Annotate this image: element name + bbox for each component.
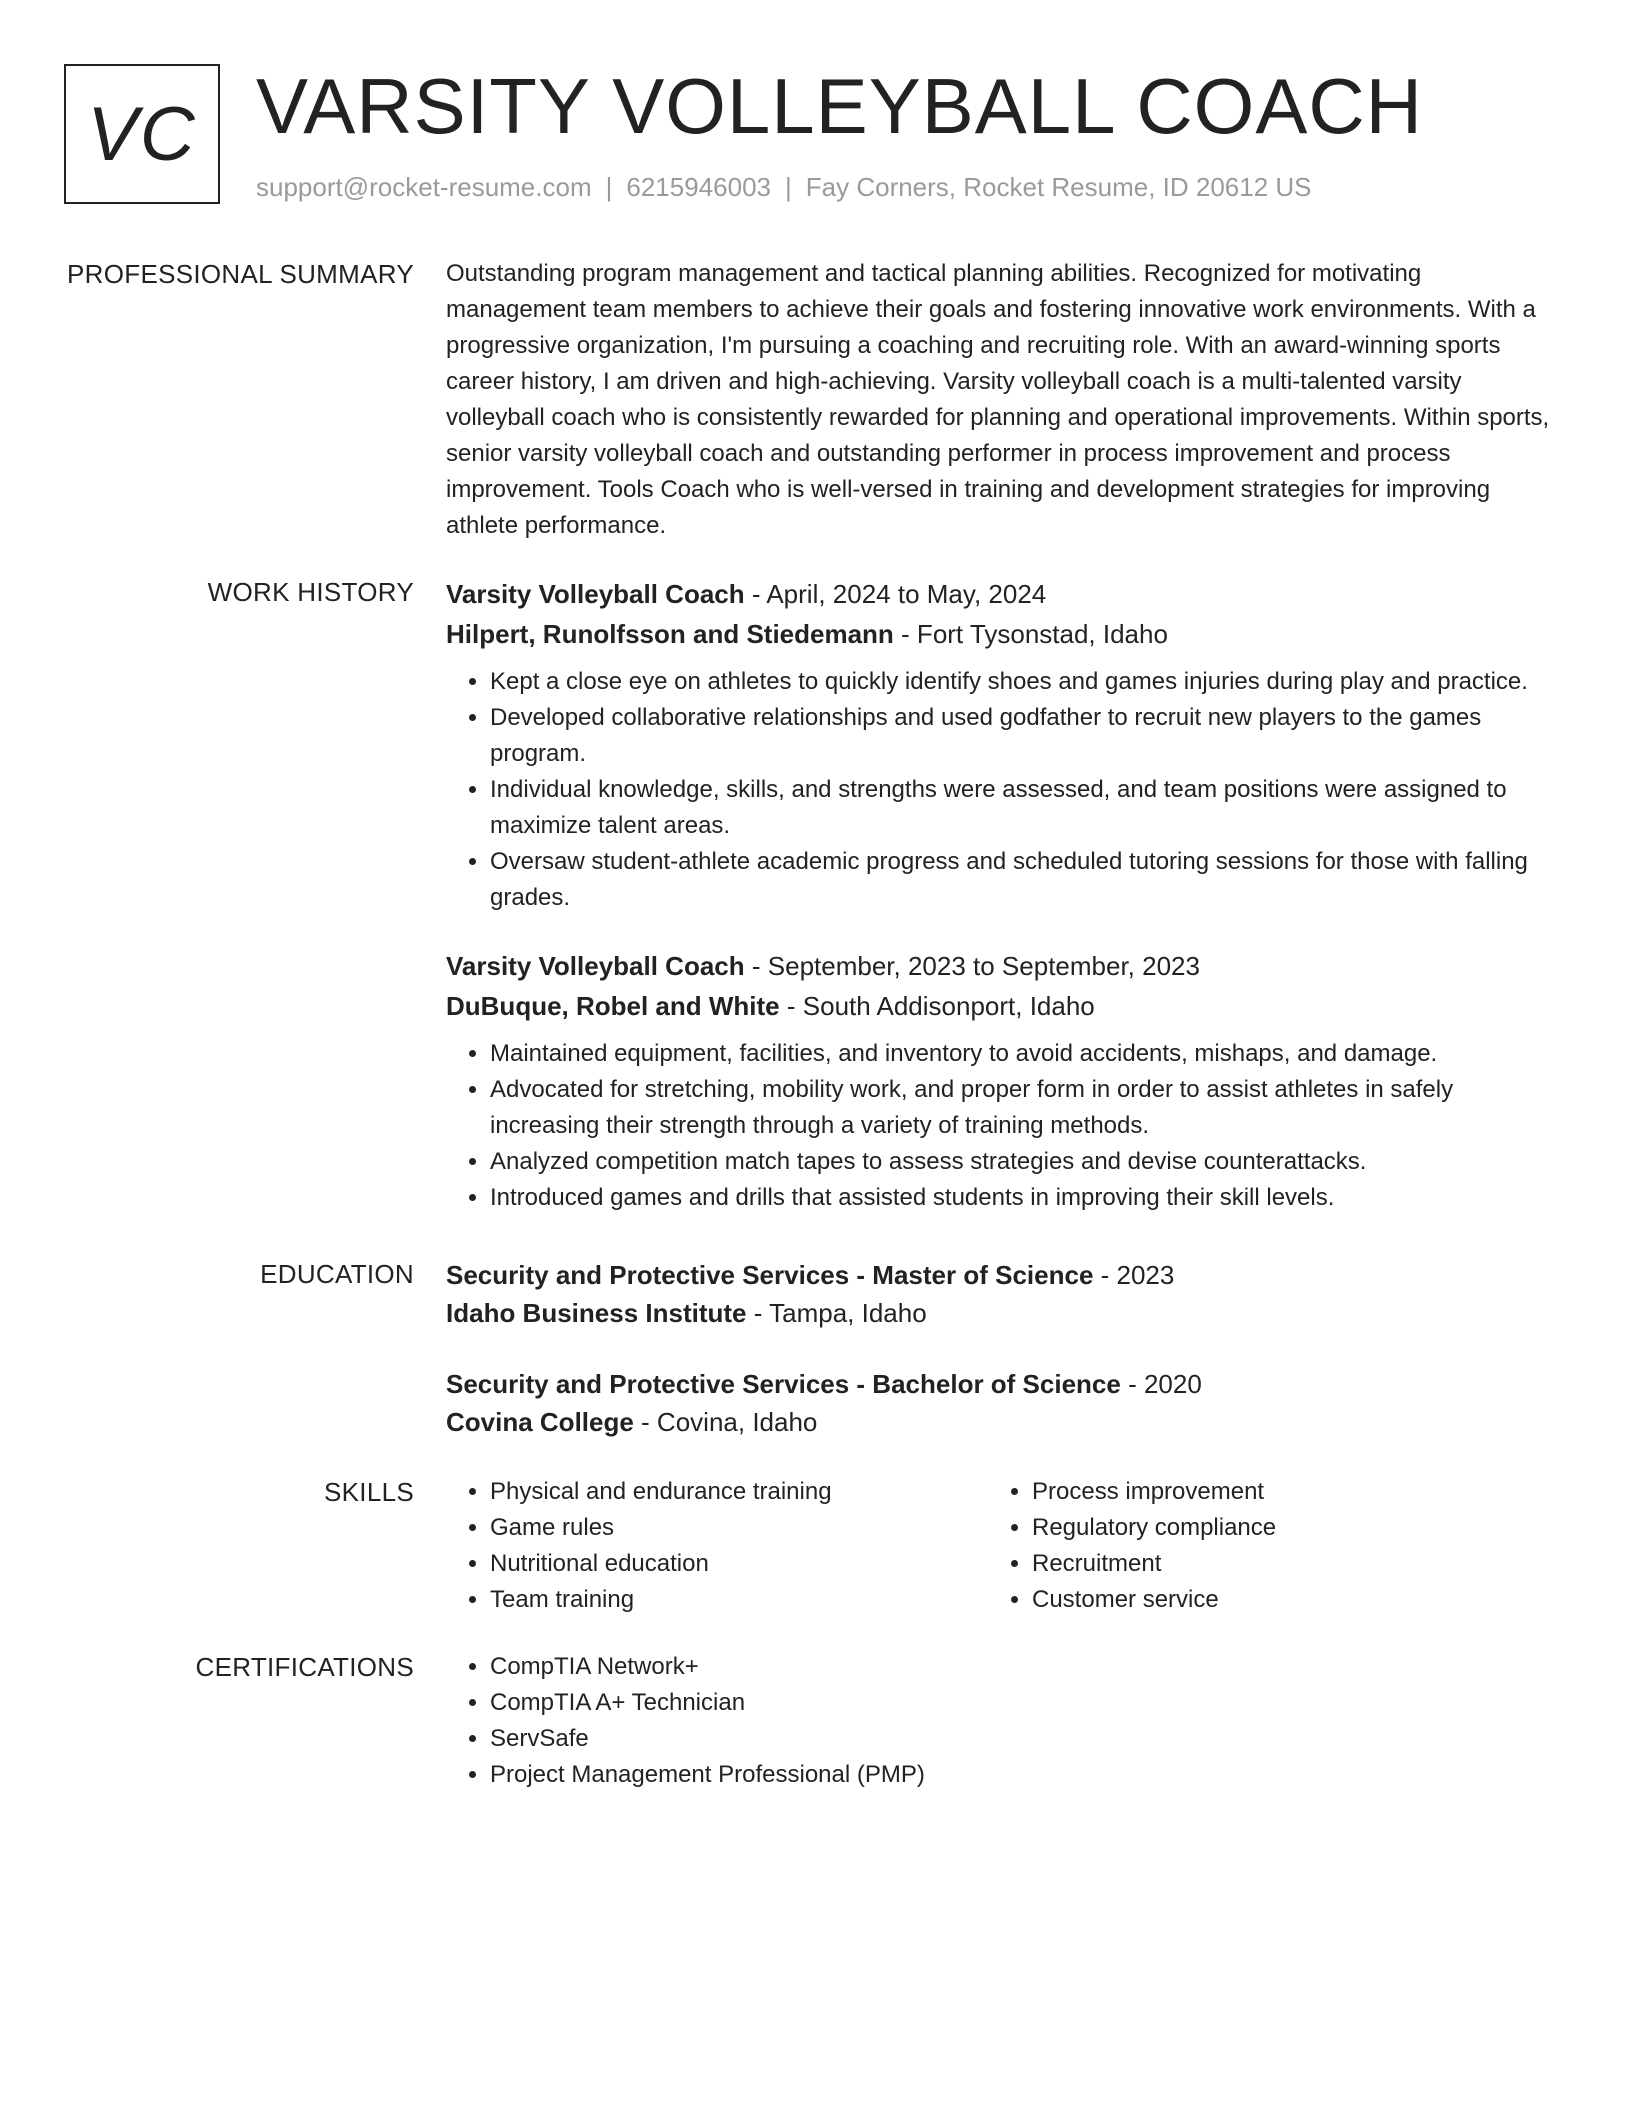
- monogram-text: VC: [87, 91, 197, 177]
- job-bullet: • Introduced games and drills that assisted students in improving their skill levels.: [490, 1180, 1561, 1216]
- skill-item: • Game rules: [490, 1510, 988, 1546]
- job-company: Hilpert, Runolfsson and Stiedemann: [446, 619, 894, 649]
- skills-columns: [446, 1474, 1561, 1618]
- job-location: - Fort Tysonstad, Idaho: [893, 619, 1168, 649]
- job-entry: [446, 574, 1561, 916]
- certifications-label: CERTIFICATIONS: [195, 1652, 414, 1682]
- certification-item: • CompTIA A+ Technician: [490, 1685, 1561, 1721]
- skills-list-left: [446, 1474, 988, 1618]
- skill-item: • Team training: [490, 1582, 988, 1618]
- job-company-line: [446, 986, 1561, 1026]
- edu-degree-line: [446, 1256, 1561, 1294]
- skill-item: • Recruitment: [1032, 1546, 1532, 1582]
- job-bullets: [446, 664, 1561, 916]
- education-entry: [446, 1256, 1561, 1332]
- job-entry: [446, 946, 1561, 1216]
- monogram-box: [64, 64, 220, 204]
- job-dates: - April, 2024 to May, 2024: [744, 579, 1047, 609]
- skill-item: • Process improvement: [1032, 1474, 1532, 1510]
- education-entry: [446, 1365, 1561, 1441]
- skills-label: SKILLS: [324, 1477, 414, 1507]
- skill-item: • Nutritional education: [490, 1546, 988, 1582]
- education-label: EDUCATION: [260, 1259, 414, 1289]
- certifications-list: [446, 1649, 1561, 1793]
- job-bullet: • Developed collaborative relationships and used godfather to recruit new players to the games program.: [490, 700, 1561, 772]
- resume-header: [64, 64, 1568, 214]
- edu-school: Idaho Business Institute: [446, 1298, 747, 1328]
- job-bullet: • Individual knowledge, skills, and strengths were assessed, and team positions were assigned to maximize talent areas.: [490, 772, 1561, 844]
- edu-location: - Covina, Idaho: [633, 1407, 818, 1437]
- edu-year: - 2023: [1093, 1260, 1175, 1290]
- edu-location: - Tampa, Idaho: [746, 1298, 927, 1328]
- job-company-line: [446, 614, 1561, 654]
- job-title: Varsity Volleyball Coach: [446, 579, 745, 609]
- skill-item: • Physical and endurance training: [490, 1474, 988, 1510]
- edu-degree: Security and Protective Services - Master of Science: [446, 1260, 1094, 1290]
- job-bullet: • Analyzed competition match tapes to assess strategies and devise counterattacks.: [490, 1144, 1561, 1180]
- skill-item: • Customer service: [1032, 1582, 1532, 1618]
- certification-item: • CompTIA Network+: [490, 1649, 1561, 1685]
- contact-phone: 6215946003: [626, 172, 771, 202]
- edu-school-line: [446, 1403, 1561, 1441]
- job-company: DuBuque, Robel and White: [446, 991, 780, 1021]
- job-title: Varsity Volleyball Coach: [446, 951, 745, 981]
- job-bullet: • Maintained equipment, facilities, and inventory to avoid accidents, mishaps, and damage.: [490, 1036, 1561, 1072]
- contact-address: Fay Corners, Rocket Resume, ID 20612 US: [805, 172, 1312, 202]
- resume-name: VARSITY VOLLEYBALL COACH: [256, 62, 1423, 150]
- summary-label: PROFESSIONAL SUMMARY: [67, 259, 414, 289]
- job-title-line: [446, 574, 1561, 614]
- work-label: WORK HISTORY: [207, 577, 414, 607]
- job-bullet: • Advocated for stretching, mobility work, and proper form in order to assist athletes in safely increasing their strength through a variety of training methods.: [490, 1072, 1561, 1144]
- job-bullets: [446, 1036, 1561, 1216]
- certification-item: • Project Management Professional (PMP): [490, 1757, 1561, 1793]
- contact-email: support@rocket-resume.com: [256, 172, 592, 202]
- edu-year: - 2020: [1120, 1369, 1202, 1399]
- job-location: - South Addisonport, Idaho: [779, 991, 1095, 1021]
- job-bullet: • Oversaw student-athlete academic progress and scheduled tutoring sessions for those with falling grades.: [490, 844, 1561, 916]
- summary-text: Outstanding program management and tactical planning abilities. Recognized for motivating management team members to achieve their goals and fostering innovative work environments. With a progressive organization, I'm pursuing a coaching and recruiting role. With an award-winning sports career history, I am driven and high-achieving. Varsity volleyball coach is a multi-talented varsity volleyball coach who is consistently rewarded for planning and operational improvements. Within sports, senior varsity volleyball coach and outstanding performer in process improvement and process improvement. Tools Coach who is well-versed in training and development strategies for improving athlete performance.: [446, 260, 1550, 539]
- edu-degree: Security and Protective Services - Bachelor of Science: [446, 1369, 1121, 1399]
- skill-item: • Regulatory compliance: [1032, 1510, 1532, 1546]
- certification-item: • ServSafe: [490, 1721, 1561, 1757]
- edu-degree-line: [446, 1365, 1561, 1403]
- skills-list-right: [988, 1474, 1532, 1618]
- contact-line: [256, 172, 1312, 203]
- edu-school-line: [446, 1294, 1561, 1332]
- job-dates: - September, 2023 to September, 2023: [744, 951, 1200, 981]
- contact-separator: |: [785, 172, 792, 202]
- edu-school: Covina College: [446, 1407, 634, 1437]
- contact-separator: |: [605, 172, 613, 202]
- job-title-line: [446, 946, 1561, 986]
- job-bullet: • Kept a close eye on athletes to quickly identify shoes and games injuries during play and practice.: [490, 664, 1561, 700]
